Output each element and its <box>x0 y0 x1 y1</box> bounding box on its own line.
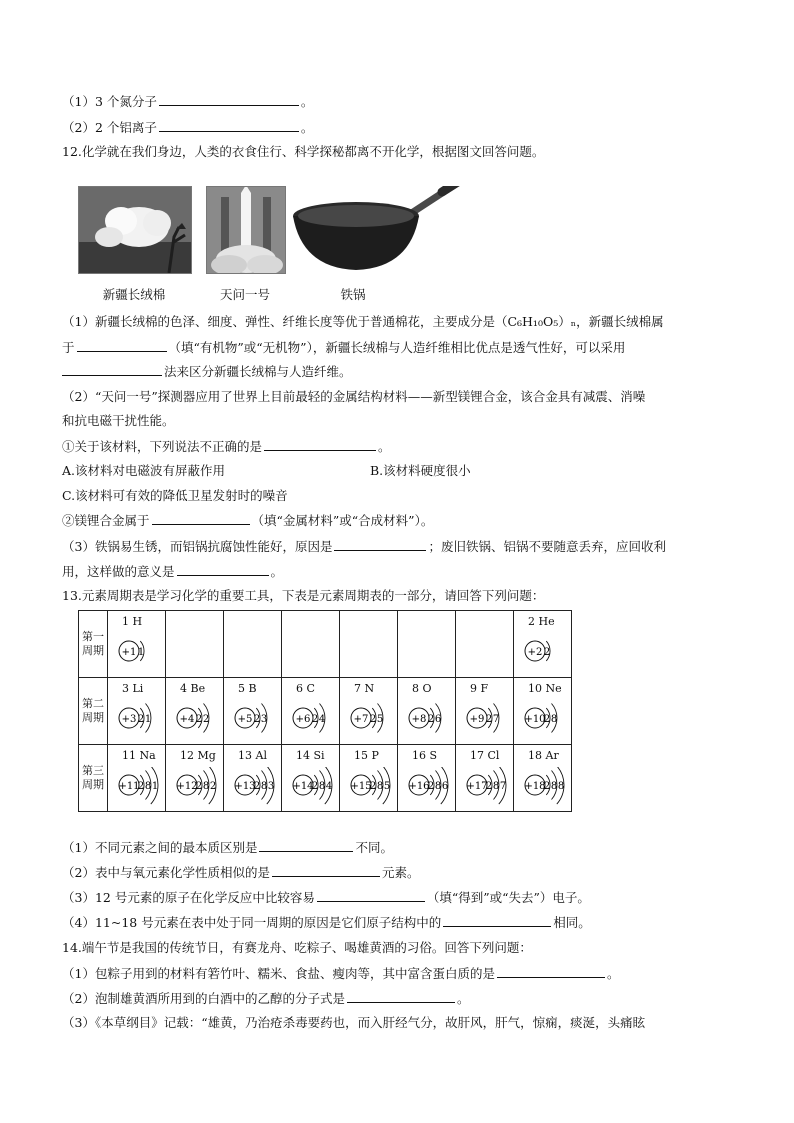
q12-1-line-a: （1）新疆长绒棉的色泽、细度、弹性、纤维长度等优于普通棉花，主要成分是（C₆H₁₀O₅）ₙ，新疆长绒棉属 <box>62 314 664 329</box>
empty-cell <box>398 611 456 678</box>
shell-electron-count: 8 <box>202 781 210 792</box>
text: （2）表中与氧元素化学性质相似的是 <box>62 865 270 880</box>
q12-2-line-c <box>62 437 391 456</box>
nucleus-charge: +3 <box>121 714 137 725</box>
text: ①关于该材料，下列说法不正确的是 <box>62 439 263 454</box>
empty-cell <box>456 611 514 678</box>
shell-electron-count: 2 <box>485 781 493 792</box>
nucleus-charge: +12 <box>176 781 198 792</box>
element-cell <box>224 745 282 812</box>
shell-electron-count: 2 <box>253 781 261 792</box>
answer-blank[interactable] <box>159 118 299 132</box>
q12-3-line-b <box>62 562 283 581</box>
shell-electron-count: 2 <box>543 714 551 725</box>
nucleus-charge: +2 <box>527 647 543 658</box>
shell-electron-count: 8 <box>434 781 442 792</box>
answer-blank[interactable] <box>497 964 605 978</box>
shell-electron-count: 4 <box>318 714 326 725</box>
atomic-structure-diagram <box>406 700 458 738</box>
atomic-structure-diagram <box>348 767 400 805</box>
element-label: 9 F <box>470 682 489 695</box>
empty-cell <box>224 611 282 678</box>
shell-electron-count: 6 <box>434 714 442 725</box>
shell-electron-count: 8 <box>550 781 558 792</box>
nucleus-charge: +8 <box>411 714 427 725</box>
element-label: 6 C <box>296 682 315 695</box>
element-cell <box>514 611 572 678</box>
answer-blank[interactable] <box>159 92 299 106</box>
atomic-structure-diagram <box>522 700 574 738</box>
shell-electron-count: 2 <box>369 781 377 792</box>
image-caption: 新疆长绒棉 <box>102 287 166 302</box>
q14-3: （3）《本草纲目》记载：“雄黄，乃治疮杀毒要药也，而入肝经气分，故肝风，肝气，惊痫，痰涎，头痛眩 <box>62 1015 646 1030</box>
shell-electron-count: 2 <box>137 714 145 725</box>
shell-electron-count: 8 <box>557 781 565 792</box>
q12-1-line-b <box>62 338 625 357</box>
atomic-structure-diagram <box>348 700 400 738</box>
answer-blank[interactable] <box>443 913 551 927</box>
element-label: 2 He <box>528 615 555 628</box>
element-label: 1 H <box>122 615 143 628</box>
q13-3 <box>62 888 590 907</box>
atomic-structure-diagram <box>174 767 226 805</box>
period-row <box>79 611 572 678</box>
text: 。 <box>606 966 620 981</box>
text: （填“有机物”或“无机物”），新疆长绒棉与人造纤维相比优点是透气性好，可以采用 <box>168 340 626 355</box>
nucleus-charge: +15 <box>350 781 372 792</box>
text: 法来区分新疆长绒棉与人造纤维。 <box>164 364 352 379</box>
atomic-structure-diagram <box>464 700 516 738</box>
q13-1 <box>62 838 393 857</box>
atomic-structure-diagram <box>116 700 168 738</box>
element-label: 15 P <box>354 749 379 762</box>
q11-line-2 <box>62 118 313 137</box>
text: （填“得到”或“失去”）电子。 <box>426 890 590 905</box>
element-cell <box>108 678 166 745</box>
shell-electron-count: 5 <box>376 714 384 725</box>
shell-electron-count: 1 <box>137 647 145 658</box>
atomic-structure-diagram <box>464 767 516 805</box>
period-mark: 。 <box>300 94 314 109</box>
iron-wok-photo <box>292 186 470 272</box>
q12-2-line-b: 和抗电磁干扰性能。 <box>62 413 175 428</box>
option-c[interactable]: C.该材料可有效的降低卫星发射时的噪音 <box>62 488 288 503</box>
element-label: 5 B <box>238 682 257 695</box>
atomic-structure-diagram <box>232 700 284 738</box>
element-label: 14 Si <box>296 749 325 762</box>
q11-2-text: （2）2 个铝离子 <box>62 120 157 135</box>
shell-electron-count: 2 <box>427 714 435 725</box>
element-cell <box>456 745 514 812</box>
shell-electron-count: 1 <box>144 714 152 725</box>
shell-electron-count: 8 <box>144 781 152 792</box>
period-row <box>79 678 572 745</box>
text: 于 <box>62 340 75 355</box>
text: 。 <box>378 439 391 454</box>
q12-3-line-a <box>62 537 666 556</box>
element-cell <box>282 678 340 745</box>
nucleus-charge: +4 <box>179 714 195 725</box>
q12-2-line-a: （2）“天问一号”探测器应用了世界上目前最轻的金属结构材料——新型镁锂合金，该合金具有减震、消噪 <box>62 389 646 404</box>
nucleus-charge: +17 <box>466 781 488 792</box>
element-label: 18 Ar <box>528 749 559 762</box>
text: （填“金属材料”或“合成材料”）。 <box>251 513 434 528</box>
empty-cell <box>340 611 398 678</box>
q13-intro: 13.元素周期表是学习化学的重要工具，下表是元素周期表的一部分，请回答下列问题： <box>62 588 545 603</box>
empty-cell <box>166 611 224 678</box>
shell-electron-count: 2 <box>311 714 319 725</box>
shell-electron-count: 2 <box>311 781 319 792</box>
shell-electron-count: 8 <box>260 781 268 792</box>
text: （3）铁锅易生锈，而铝锅抗腐蚀性能好，原因是 <box>62 539 333 554</box>
element-label: 4 Be <box>180 682 206 695</box>
shell-electron-count: 2 <box>137 781 145 792</box>
element-cell <box>398 745 456 812</box>
shell-electron-count: 2 <box>195 714 203 725</box>
nucleus-charge: +5 <box>237 714 253 725</box>
element-label: 3 Li <box>122 682 144 695</box>
element-label: 17 Cl <box>470 749 500 762</box>
element-label: 10 Ne <box>528 682 562 695</box>
nucleus-charge: +16 <box>408 781 430 792</box>
shell-electron-count: 2 <box>485 714 493 725</box>
answer-blank[interactable] <box>152 511 250 525</box>
image-caption: 天问一号 <box>219 287 270 302</box>
element-label: 7 N <box>354 682 375 695</box>
atomic-structure-diagram <box>174 700 226 738</box>
q11-line-1 <box>62 92 313 111</box>
empty-cell <box>282 611 340 678</box>
element-label: 16 S <box>412 749 438 762</box>
q12-intro: 12.化学就在我们身边，人类的衣食住行、科学探秘都离不开化学，根据图文回答问题。 <box>62 144 545 159</box>
text: 。 <box>270 564 284 579</box>
q12-2-line-d <box>62 511 433 530</box>
text: ；废旧铁锅、铝锅不要随意丢弃，应回收利 <box>428 539 666 554</box>
text: （2）泡制雄黄酒所用到的白酒中的乙醇的分子式是 <box>62 991 345 1006</box>
nucleus-charge: +6 <box>295 714 311 725</box>
shell-electron-count: 2 <box>202 714 210 725</box>
element-cell <box>340 745 398 812</box>
answer-blank[interactable] <box>259 838 353 852</box>
period-header: 第三 周期 <box>79 745 108 812</box>
shell-electron-count: 8 <box>318 781 326 792</box>
answer-blank[interactable] <box>272 863 380 877</box>
nucleus-charge: +11 <box>118 781 140 792</box>
text: 元素。 <box>381 865 420 880</box>
shell-electron-count: 3 <box>267 781 275 792</box>
element-cell <box>340 678 398 745</box>
shell-electron-count: 2 <box>195 781 203 792</box>
rocket-launch-photo <box>206 186 286 274</box>
q12-1-line-c <box>62 362 352 381</box>
text: 。 <box>456 991 470 1006</box>
element-label: 12 Mg <box>180 749 216 762</box>
text: （1）包粽子用到的材料有箬竹叶、糯米、食盐、瘦肉等，其中富含蛋白质的是 <box>62 966 495 981</box>
element-cell <box>108 611 166 678</box>
element-cell <box>224 678 282 745</box>
period-header: 第二 周期 <box>79 678 108 745</box>
nucleus-charge: +14 <box>292 781 314 792</box>
shell-electron-count: 8 <box>492 781 500 792</box>
atomic-structure-diagram <box>116 633 168 671</box>
period-mark: 。 <box>300 120 314 135</box>
option-a[interactable]: A.该材料对电磁波有屏蔽作用 <box>62 463 226 478</box>
element-label: 13 Al <box>238 749 267 762</box>
text: ②镁锂合金属于 <box>62 513 150 528</box>
shell-electron-count: 8 <box>376 781 384 792</box>
q14-2 <box>62 989 469 1008</box>
atomic-structure-diagram <box>116 767 168 805</box>
shell-electron-count: 2 <box>543 781 551 792</box>
atomic-structure-diagram <box>290 700 342 738</box>
shell-electron-count: 2 <box>427 781 435 792</box>
nucleus-charge: +9 <box>469 714 485 725</box>
shell-electron-count: 2 <box>369 714 377 725</box>
cotton-photo <box>78 186 192 274</box>
answer-blank[interactable] <box>317 888 425 902</box>
atomic-structure-diagram <box>406 767 458 805</box>
text: （3）12 号元素的原子在化学反应中比较容易 <box>62 890 315 905</box>
answer-blank[interactable] <box>62 362 162 376</box>
answer-blank[interactable] <box>334 537 426 551</box>
nucleus-charge: +1 <box>121 647 137 658</box>
shell-electron-count: 2 <box>543 647 551 658</box>
atomic-structure-diagram <box>232 767 284 805</box>
element-cell <box>514 745 572 812</box>
element-cell <box>166 745 224 812</box>
shell-electron-count: 2 <box>253 714 261 725</box>
text: 用，这样做的意义是 <box>62 564 175 579</box>
atomic-structure-diagram <box>522 633 574 671</box>
element-cell <box>398 678 456 745</box>
element-label: 11 Na <box>122 749 156 762</box>
element-cell <box>456 678 514 745</box>
answer-blank[interactable] <box>177 562 269 576</box>
answer-blank[interactable] <box>77 338 167 352</box>
shell-electron-count: 4 <box>325 781 333 792</box>
nucleus-charge: +18 <box>524 781 546 792</box>
text: 不同。 <box>355 840 393 855</box>
atomic-structure-diagram <box>522 767 574 805</box>
answer-blank[interactable] <box>347 989 455 1003</box>
nucleus-charge: +7 <box>353 714 369 725</box>
nucleus-charge: +10 <box>524 714 546 725</box>
nucleus-charge: +13 <box>234 781 256 792</box>
option-b[interactable]: B.该材料硬度很小 <box>370 463 471 478</box>
periodic-table <box>78 610 572 812</box>
q14-1 <box>62 964 619 983</box>
period-row <box>79 745 572 812</box>
shell-electron-count: 1 <box>151 781 159 792</box>
text: （1）不同元素之间的最本质区别是 <box>62 840 258 855</box>
q11-1-text: （1）3 个氮分子 <box>62 94 157 109</box>
shell-electron-count: 3 <box>260 714 268 725</box>
answer-blank[interactable] <box>264 437 376 451</box>
shell-electron-count: 5 <box>383 781 391 792</box>
shell-electron-count: 2 <box>209 781 217 792</box>
shell-electron-count: 7 <box>492 714 500 725</box>
image-caption: 铁锅 <box>340 287 366 302</box>
text: 相同。 <box>553 915 591 930</box>
element-cell <box>514 678 572 745</box>
q13-2 <box>62 863 419 882</box>
atomic-structure-diagram <box>290 767 342 805</box>
period-header: 第一 周期 <box>79 611 108 678</box>
shell-electron-count: 7 <box>499 781 507 792</box>
q13-4 <box>62 913 591 932</box>
text: （4）11~18 号元素在表中处于同一周期的原因是它们原子结构中的 <box>62 915 442 930</box>
element-cell <box>282 745 340 812</box>
shell-electron-count: 6 <box>441 781 449 792</box>
element-label: 8 O <box>412 682 432 695</box>
q14-intro: 14.端午节是我国的传统节日，有赛龙舟、吃粽子、喝雄黄酒的习俗。回答下列问题： <box>62 940 532 955</box>
element-cell <box>166 678 224 745</box>
shell-electron-count: 8 <box>550 714 558 725</box>
element-cell <box>108 745 166 812</box>
